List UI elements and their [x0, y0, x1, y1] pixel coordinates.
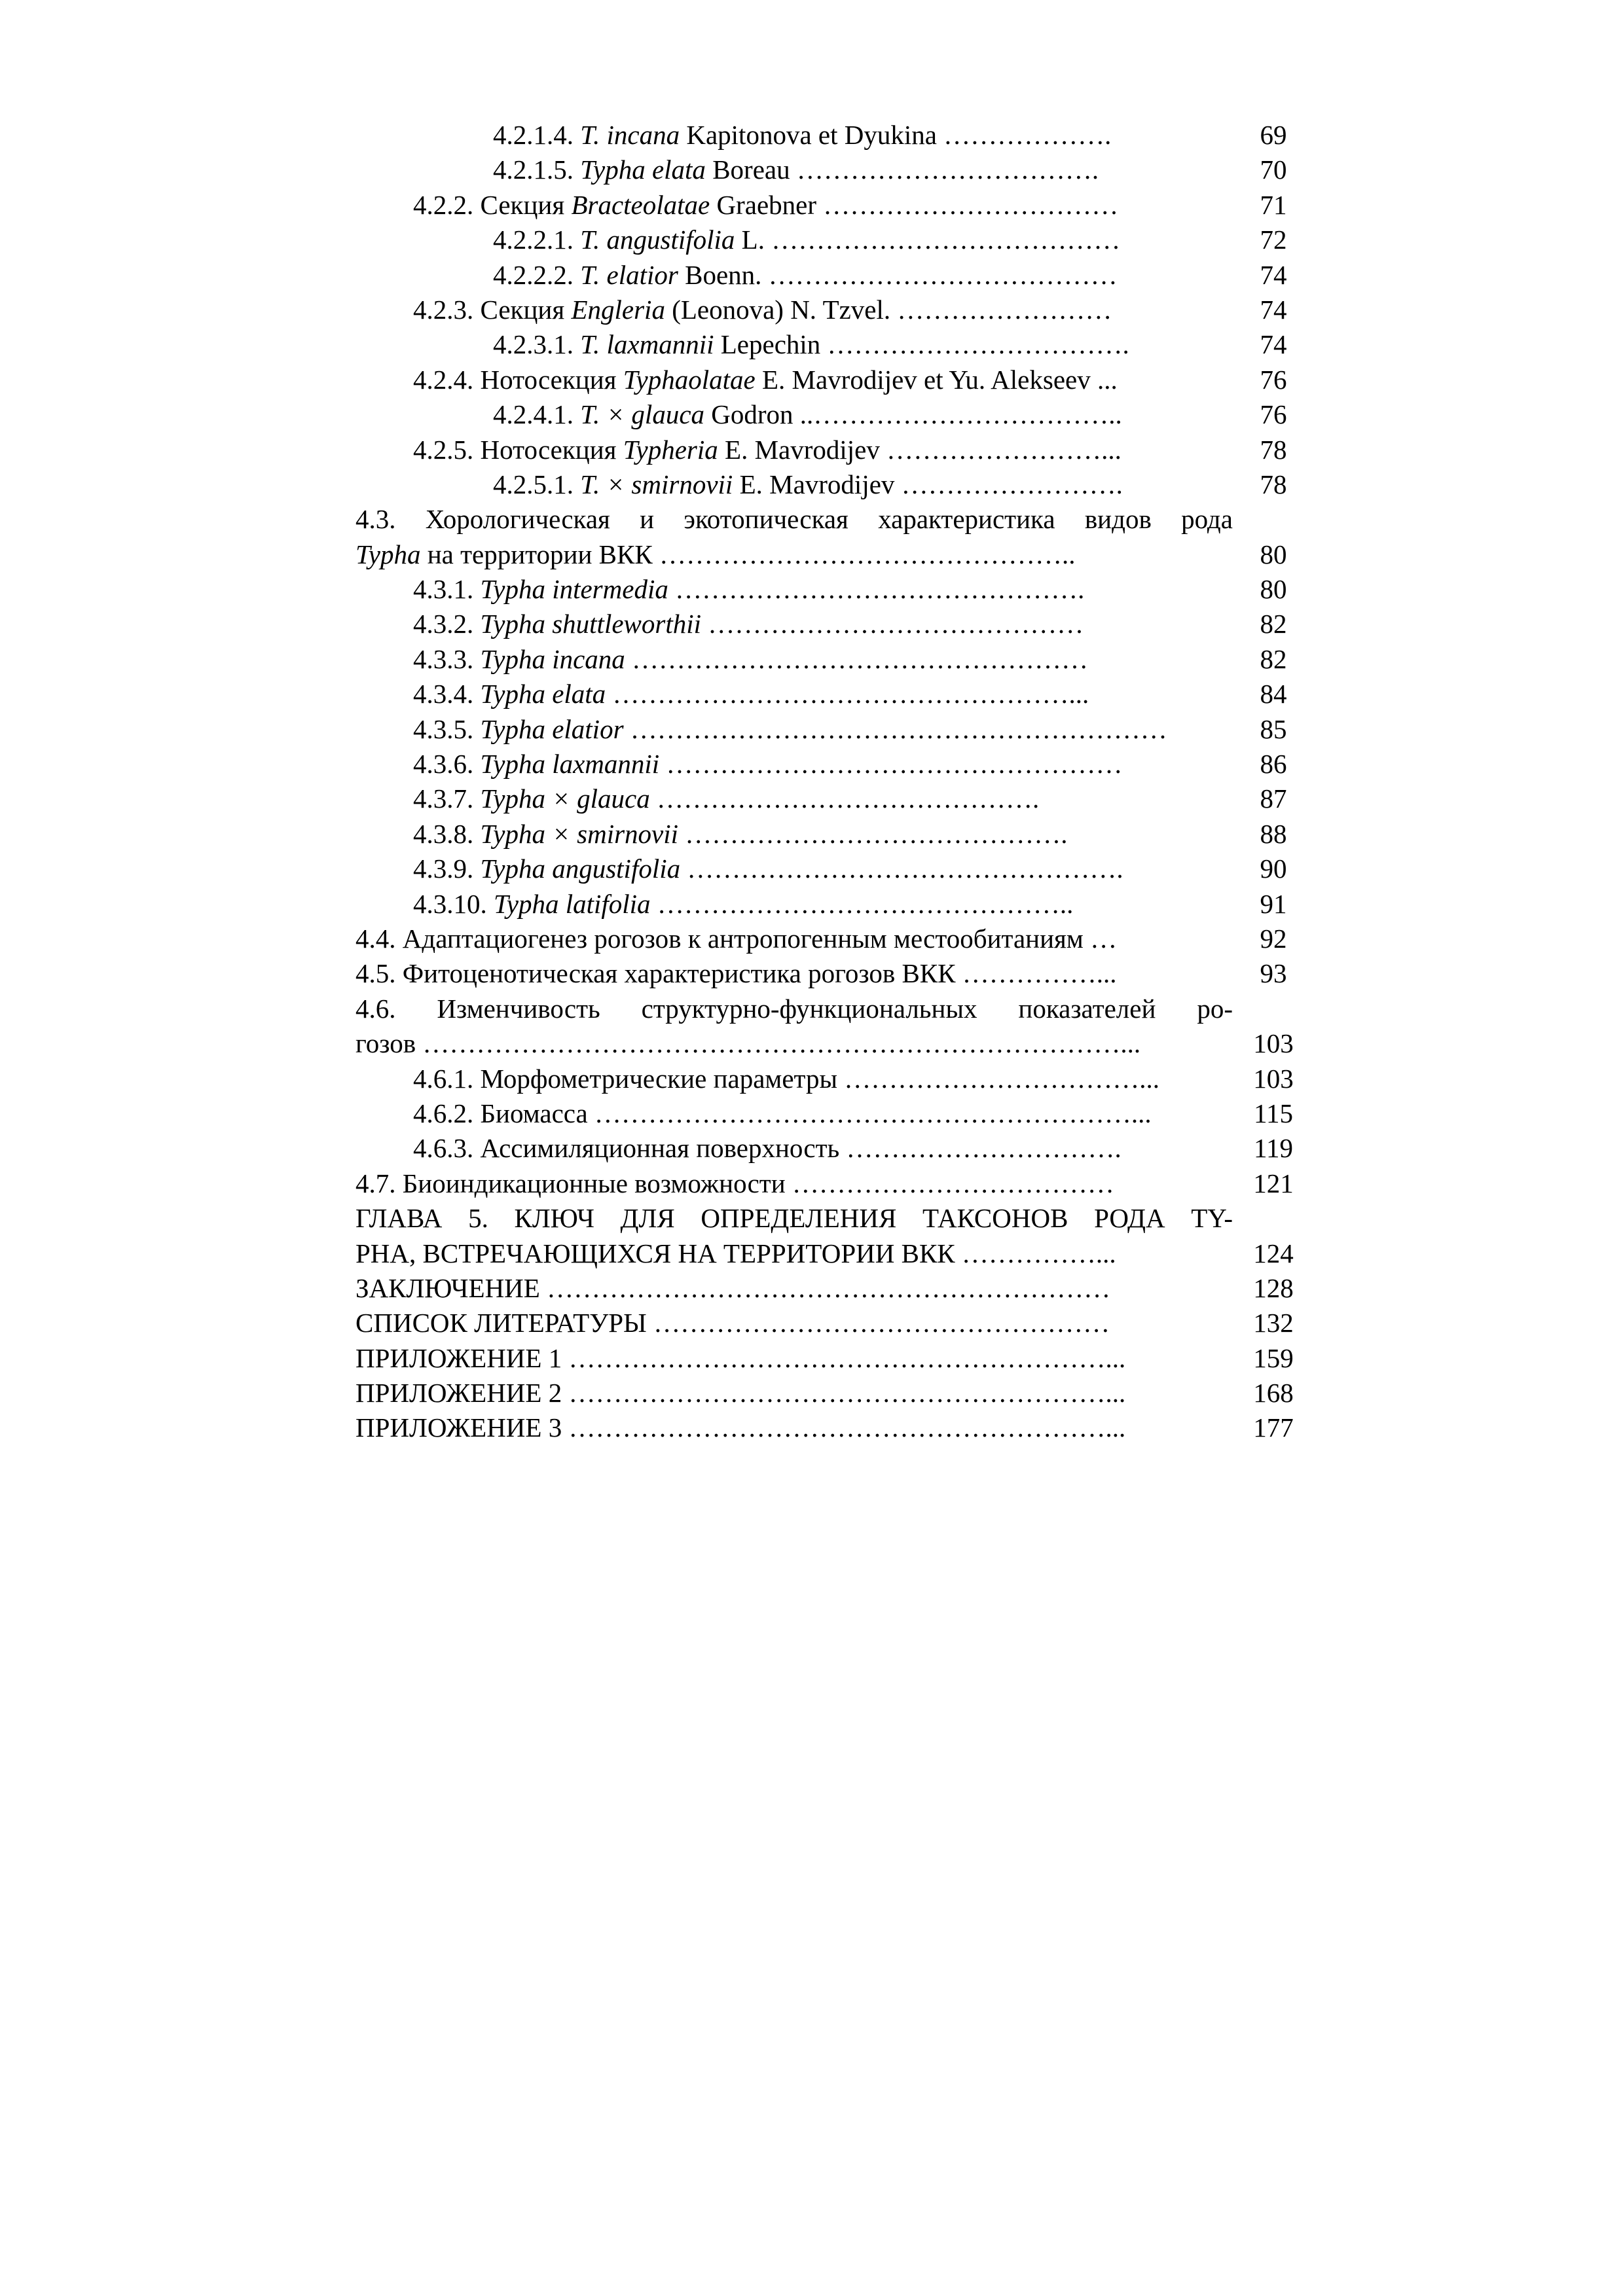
toc-entry-text [493, 397, 1233, 432]
toc-entry-italic-part: Typha laxmannii [480, 749, 660, 780]
toc-row [356, 712, 1309, 747]
toc-row [356, 1376, 1309, 1410]
toc-row [356, 1062, 1309, 1096]
toc-page-number: 103 [1253, 1063, 1294, 1094]
toc-page-number: 82 [1260, 609, 1287, 639]
toc-row [356, 537, 1309, 572]
toc-page-number: 84 [1260, 679, 1287, 709]
toc-entry-part: 4.2.4.1. [493, 399, 581, 430]
toc-entry-part: 4.2.5.1. [493, 469, 581, 499]
toc-entry-part: 4.5. Фитоценотическая характеристика рогозов ВКК ……………... [356, 958, 1117, 989]
toc-entry-part: 4.2.2.1. [493, 224, 581, 255]
toc-row [356, 642, 1309, 677]
toc-entry-text [356, 1410, 1233, 1445]
toc-row [356, 1236, 1309, 1271]
toc-entry-part: E. Mavrodijev et Yu. Alekseev ... [755, 364, 1118, 395]
toc-entry-text [493, 258, 1233, 293]
toc-entry-part: …………………………………………… [625, 643, 1089, 674]
toc-entry-italic-part: T. × glauca [580, 399, 705, 430]
toc-entry-italic-part: Typheria [623, 434, 718, 465]
toc-entry-part: 4.2.2. Секция [413, 189, 572, 220]
toc-entry-part: на территории ВКК ……………………………………….. [420, 539, 1076, 569]
toc-entry-part: 4.2.4. Нотосекция [413, 364, 623, 395]
toc-entry-text [413, 887, 1233, 922]
toc-page-number: 87 [1260, 783, 1287, 814]
toc-entry-text [413, 293, 1233, 327]
toc-row [356, 188, 1309, 223]
toc-entry-italic-part: Typhaolatae [623, 364, 756, 395]
toc-entry-text [356, 1236, 1233, 1271]
toc-entry-italic-part: Typha incana [480, 643, 625, 674]
toc-entry-italic-part: Typha shuttleworthii [480, 609, 702, 639]
toc-entry-text [413, 747, 1233, 781]
toc-entry-part: ……………………………………. [678, 818, 1068, 849]
toc-entry-part: 4.2.3.1. [493, 329, 581, 360]
toc-entry-part: …………………………………………. [680, 853, 1123, 884]
toc-entry-part: ПРИЛОЖЕНИЕ 1 ……………………………………………………... [356, 1342, 1126, 1373]
toc-row [356, 152, 1309, 187]
toc-entry-part: ПРИЛОЖЕНИЕ 2 ……………………………………………………... [356, 1378, 1126, 1408]
toc-row [356, 887, 1309, 922]
toc-entry-part: 4.3.5. [413, 713, 481, 744]
toc-entry-text [413, 712, 1233, 747]
toc-entry-part: …………………………………………… [659, 749, 1123, 780]
toc-page-number: 74 [1260, 329, 1287, 360]
toc-entry-italic-part: Bracteolatae [571, 189, 710, 220]
toc-entry-part: 4.6.3. Ассимиляционная поверхность …………………………. [413, 1133, 1122, 1164]
toc-row [356, 852, 1309, 886]
toc-entry-text [493, 152, 1233, 187]
toc-entry-part: 4.2.3. Секция [413, 294, 572, 325]
toc-entry-part: 4.6.2. Биомасса ……………………………………………………... [413, 1098, 1152, 1128]
toc-entry-italic-part: Typha × glauca [480, 783, 650, 814]
toc-entry-text [493, 223, 1233, 257]
toc-row [356, 747, 1309, 781]
toc-entry-italic-part: Engleria [571, 294, 665, 325]
toc-entry-part: ……………………………………. [649, 783, 1040, 814]
toc-page-number: 119 [1254, 1133, 1293, 1164]
toc-row [356, 433, 1309, 467]
toc-page-number: 78 [1260, 469, 1287, 499]
toc-entry-text [356, 992, 1233, 1026]
toc-row [356, 327, 1309, 362]
toc-entry-part: ………………………………………. [668, 574, 1085, 605]
toc-entry-part: 4.3.10. [413, 888, 494, 919]
toc-entry-part: ПРИЛОЖЕНИЕ 3 ……………………………………………………... [356, 1412, 1126, 1443]
toc-entry-part: (Leonova) N. Tzvel. …………………… [665, 294, 1112, 325]
toc-entry-text [413, 607, 1233, 641]
toc-row [356, 118, 1309, 152]
toc-entry-part: Boenn. ………………………………… [678, 259, 1118, 290]
toc-entry-italic-part: Typha intermedia [480, 574, 668, 605]
toc-row [356, 363, 1309, 397]
toc-entry-part: 4.2.1.4. [493, 120, 581, 150]
toc-entry-part: 4.2.1.5. [493, 154, 581, 185]
toc-page-number: 103 [1253, 1028, 1294, 1059]
toc-entry-part: E. Mavrodijev ……………………. [733, 469, 1123, 499]
toc-entry-text [356, 1376, 1233, 1410]
toc-row [356, 922, 1309, 956]
toc-row [356, 817, 1309, 852]
toc-row [356, 1096, 1309, 1131]
toc-entry-italic-part: T. angustifolia [580, 224, 735, 255]
toc-entry-text [356, 1166, 1233, 1201]
toc-page-number: 85 [1260, 713, 1287, 744]
toc-entry-part: …………………………………… [701, 609, 1084, 639]
toc-entry-text [413, 677, 1233, 711]
toc-entry-part: 4.3.6. [413, 749, 481, 780]
toc-page-number: 74 [1260, 259, 1287, 290]
toc-entry-text [413, 781, 1233, 816]
toc-page-number: 69 [1260, 120, 1287, 150]
toc-row [356, 1201, 1309, 1236]
toc-entry-part: гозов ……………………………………………………………………... [356, 1028, 1141, 1059]
toc-entry-part: Lepechin ……………………………. [714, 329, 1129, 360]
toc-entry-text [356, 922, 1233, 956]
toc-entry-text [413, 188, 1233, 223]
toc-entry-text [413, 1131, 1233, 1166]
toc-row [356, 1166, 1309, 1201]
toc-page-number: 80 [1260, 574, 1287, 605]
toc-entry-part: …………………………………………………… [623, 713, 1167, 744]
toc-entry-part: 4.3.4. [413, 679, 481, 709]
toc-entry-italic-part: Typha elatior [480, 713, 624, 744]
toc-page-number: 71 [1260, 189, 1287, 220]
toc-entry-text [413, 642, 1233, 677]
toc-page-number: 90 [1260, 853, 1287, 884]
toc-entry-text [493, 327, 1233, 362]
toc-row [356, 223, 1309, 257]
toc-entry-text [356, 1306, 1233, 1340]
toc-entry-part: 4.6.1. Морфометрические параметры ……………………………... [413, 1063, 1160, 1094]
toc-row [356, 956, 1309, 991]
toc-page-number: 124 [1253, 1238, 1294, 1268]
toc-entry-text [356, 1201, 1233, 1236]
toc-entry-italic-part: T. incana [580, 120, 680, 150]
toc-row [356, 677, 1309, 711]
toc-entry-part: 4.7. Биоиндикационные возможности ……………………………… [356, 1168, 1114, 1198]
toc-page-number: 72 [1260, 224, 1287, 255]
toc-page-number: 76 [1260, 399, 1287, 430]
toc-entry-part: 4.3.1. [413, 574, 481, 605]
toc-entry-part: PHA, ВСТРЕЧАЮЩИХСЯ НА ТЕРРИТОРИИ ВКК ……………... [356, 1238, 1116, 1268]
toc-page-number: 86 [1260, 749, 1287, 780]
toc-page-number: 168 [1253, 1378, 1294, 1408]
toc-entry-part: L. ………………………………… [735, 224, 1121, 255]
toc-page-number: 115 [1254, 1098, 1293, 1128]
toc-entry-part: 4.3. Хорологическая и экотопическая характеристика видов рода [356, 504, 1233, 535]
toc-page-number: 82 [1260, 643, 1287, 674]
toc-page-number: 91 [1260, 888, 1287, 919]
toc-entry-part: СПИСОК ЛИТЕРАТУРЫ …………………………………………… [356, 1308, 1110, 1338]
toc-row [356, 572, 1309, 607]
toc-entry-text [413, 363, 1233, 397]
toc-entry-text [413, 817, 1233, 852]
toc-entry-text [356, 1271, 1233, 1306]
toc-entry-part: 4.2.5. Нотосекция [413, 434, 623, 465]
toc-entry-part: Kapitonova et Dyukina ………………. [680, 120, 1112, 150]
toc-entry-italic-part: T. elatior [580, 259, 678, 290]
toc-entry-part: 4.3.8. [413, 818, 481, 849]
toc-row [356, 293, 1309, 327]
toc-entry-part: Graebner …………………………… [710, 189, 1119, 220]
toc-entry-text [413, 1096, 1233, 1131]
toc-entry-italic-part: T. laxmannii [580, 329, 714, 360]
toc-row [356, 781, 1309, 816]
toc-entry-part: 4.4. Адаптациогенез рогозов к антропогенным местообитаниям … [356, 923, 1118, 954]
toc-entry-part: ГЛАВА 5. КЛЮЧ ДЛЯ ОПРЕДЕЛЕНИЯ ТАКСОНОВ РОДА TY- [356, 1203, 1233, 1234]
toc-entry-part: 4.3.3. [413, 643, 481, 674]
toc-entry-text [356, 502, 1233, 537]
toc-page-number: 93 [1260, 958, 1287, 989]
toc-entry-part: ……………………………………….. [650, 888, 1074, 919]
toc-entry-italic-part: Typha angustifolia [480, 853, 681, 884]
toc-entry-text [493, 118, 1233, 152]
toc-entry-part: 4.3.7. [413, 783, 481, 814]
toc-entry-part: Godron ..…………………………….. [704, 399, 1122, 430]
toc-page-number: 121 [1253, 1168, 1294, 1198]
toc-entry-italic-part: Typha elata [580, 154, 706, 185]
toc-page-number: 159 [1253, 1342, 1294, 1373]
toc-entry-part: Boreau ……………………………. [705, 154, 1099, 185]
toc-page-number: 132 [1253, 1308, 1294, 1338]
toc-page-number: 74 [1260, 294, 1287, 325]
toc-entry-part: 4.3.2. [413, 609, 481, 639]
toc-entry-part: ……………………………………………... [606, 679, 1089, 709]
toc-row [356, 467, 1309, 502]
toc-entry-text [413, 572, 1233, 607]
toc-page-number: 76 [1260, 364, 1287, 395]
toc-row [356, 607, 1309, 641]
toc-row [356, 1410, 1309, 1445]
toc-page-number: 92 [1260, 923, 1287, 954]
toc-page-number: 78 [1260, 434, 1287, 465]
toc-row [356, 1131, 1309, 1166]
toc-row [356, 502, 1309, 537]
toc-entry-text [356, 537, 1233, 572]
toc-entry-part: E. Mavrodijev ……………………... [718, 434, 1122, 465]
toc-row [356, 1306, 1309, 1340]
toc-row [356, 992, 1309, 1026]
toc-row [356, 1271, 1309, 1306]
toc-entry-part: 4.6. Изменчивость структурно-функциональных показателей ро- [356, 993, 1233, 1024]
toc-entry-italic-part: Typha × smirnovii [480, 818, 679, 849]
toc-entry-italic-part: Typha latifolia [494, 888, 651, 919]
toc-entry-italic-part: Typha [356, 539, 421, 569]
toc-entry-italic-part: T. × smirnovii [580, 469, 733, 499]
toc-entry-text [356, 956, 1233, 991]
toc-page-number: 88 [1260, 818, 1287, 849]
toc-row [356, 1341, 1309, 1376]
toc-page-number: 70 [1260, 154, 1287, 185]
toc-entry-part: 4.3.9. [413, 853, 481, 884]
toc-entry-text [493, 467, 1233, 502]
table-of-contents [356, 118, 1309, 1446]
toc-entry-text [413, 852, 1233, 886]
toc-entry-part: ЗАКЛЮЧЕНИЕ ……………………………………………………… [356, 1272, 1111, 1303]
toc-entry-text [356, 1341, 1233, 1376]
toc-entry-text [356, 1026, 1233, 1061]
toc-page-number: 177 [1253, 1412, 1294, 1443]
toc-row [356, 258, 1309, 293]
toc-row [356, 397, 1309, 432]
toc-entry-italic-part: Typha elata [480, 679, 606, 709]
toc-entry-text [413, 433, 1233, 467]
toc-row [356, 1026, 1309, 1061]
toc-entry-text [413, 1062, 1233, 1096]
toc-page-number: 80 [1260, 539, 1287, 569]
toc-entry-part: 4.2.2.2. [493, 259, 581, 290]
toc-page-number: 128 [1253, 1272, 1294, 1303]
